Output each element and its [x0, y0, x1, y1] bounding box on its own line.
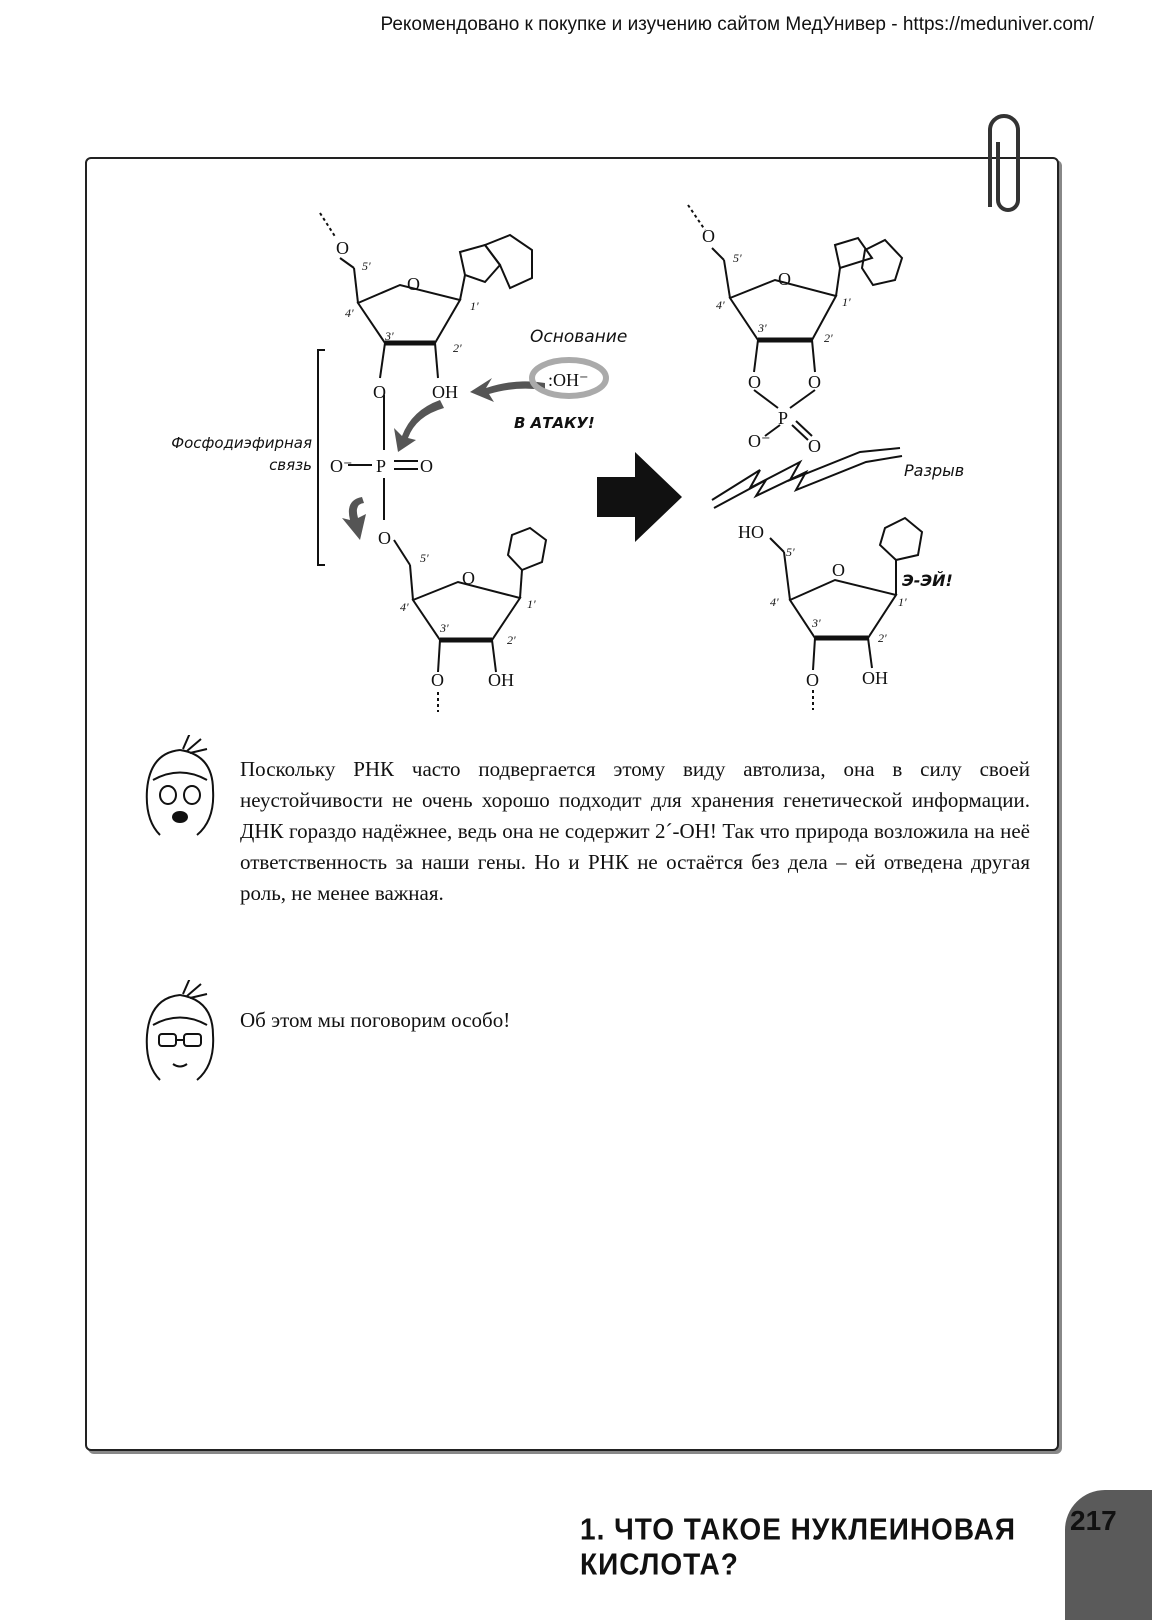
- svg-text:1': 1': [527, 597, 536, 611]
- svg-text:3': 3': [385, 329, 394, 343]
- bond-label-1: Фосфодиэфирная: [171, 434, 312, 452]
- svg-text:OH: OH: [432, 382, 458, 402]
- hey-label: Э-ЭЙ!: [902, 571, 953, 590]
- character-avatar-icon: [135, 980, 225, 1090]
- svg-text:5': 5': [786, 545, 795, 559]
- paragraph-closing: Об этом мы поговорим особо!: [240, 1008, 511, 1032]
- svg-text:O: O: [808, 372, 821, 392]
- svg-text:O: O: [748, 372, 761, 392]
- page-number: 217: [1070, 1505, 1117, 1536]
- svg-text:5': 5': [362, 259, 371, 273]
- svg-text:O: O: [832, 560, 845, 580]
- svg-text:O: O: [808, 436, 821, 456]
- svg-text:O: O: [431, 670, 444, 690]
- svg-text:4': 4': [770, 595, 779, 609]
- svg-text:O: O: [407, 274, 420, 294]
- svg-text:O: O: [702, 226, 715, 246]
- svg-text:3': 3': [812, 616, 821, 630]
- attack-label: В АТАКУ!: [514, 414, 595, 432]
- break-label: Разрыв: [904, 461, 965, 480]
- site-recommendation-header: Рекомендовано к покупке и изучению сайтом МедУнивер - https://meduniver.com/: [380, 14, 1094, 35]
- character-avatar-icon: [135, 735, 225, 845]
- svg-text:5': 5': [733, 251, 742, 265]
- chapter-title: 1. ЧТО ТАКОЕ НУКЛЕИНОВАЯ КИСЛОТА?: [580, 1511, 1017, 1582]
- svg-text:3': 3': [758, 321, 767, 335]
- paragraph-autolysis: Поскольку РНК часто подвергается этому виду автолиза, она в силу своей неустойчивости не очень хорошо подходит для хранения генетической информации. ДНК гораздо надёжнее, ведь она не содержит 2´-OH! Так что природа возложила на неё ответственность за наши гены. Но и РНК не остаётся без дела – ей отведена другая роль, не менее важная.: [240, 757, 1030, 905]
- svg-text:4': 4': [716, 298, 725, 312]
- svg-text:O: O: [378, 528, 391, 548]
- svg-text:O: O: [373, 382, 386, 402]
- bond-label-2: связь: [269, 456, 312, 474]
- svg-text:4': 4': [345, 306, 354, 320]
- svg-text:1': 1': [898, 595, 907, 609]
- svg-text:OH: OH: [488, 670, 514, 690]
- svg-text:OH: OH: [862, 668, 888, 688]
- svg-text:2': 2': [453, 341, 462, 355]
- svg-text:O: O: [806, 670, 819, 690]
- svg-text:O: O: [462, 568, 475, 588]
- rna-autolysis-diagram: [0, 0, 1152, 730]
- svg-text:3': 3': [440, 621, 449, 635]
- svg-text:2': 2': [824, 331, 833, 345]
- svg-text:2': 2': [878, 631, 887, 645]
- svg-text:O: O: [778, 269, 791, 289]
- base-label: Основание: [530, 327, 628, 347]
- svg-text:1': 1': [842, 295, 851, 309]
- svg-text:1': 1': [470, 299, 479, 313]
- svg-text:5': 5': [420, 551, 429, 565]
- svg-text:P: P: [376, 456, 387, 476]
- svg-text:O⁻: O⁻: [748, 431, 771, 451]
- svg-text:O: O: [420, 456, 433, 476]
- svg-text:P: P: [778, 408, 789, 428]
- svg-text:O⁻: O⁻: [330, 456, 353, 476]
- svg-text:2': 2': [507, 633, 516, 647]
- svg-text:4': 4': [400, 600, 409, 614]
- svg-text:HO: HO: [738, 522, 764, 542]
- hydroxide-label: :OH⁻: [548, 370, 589, 390]
- atom-o: O: [336, 238, 349, 258]
